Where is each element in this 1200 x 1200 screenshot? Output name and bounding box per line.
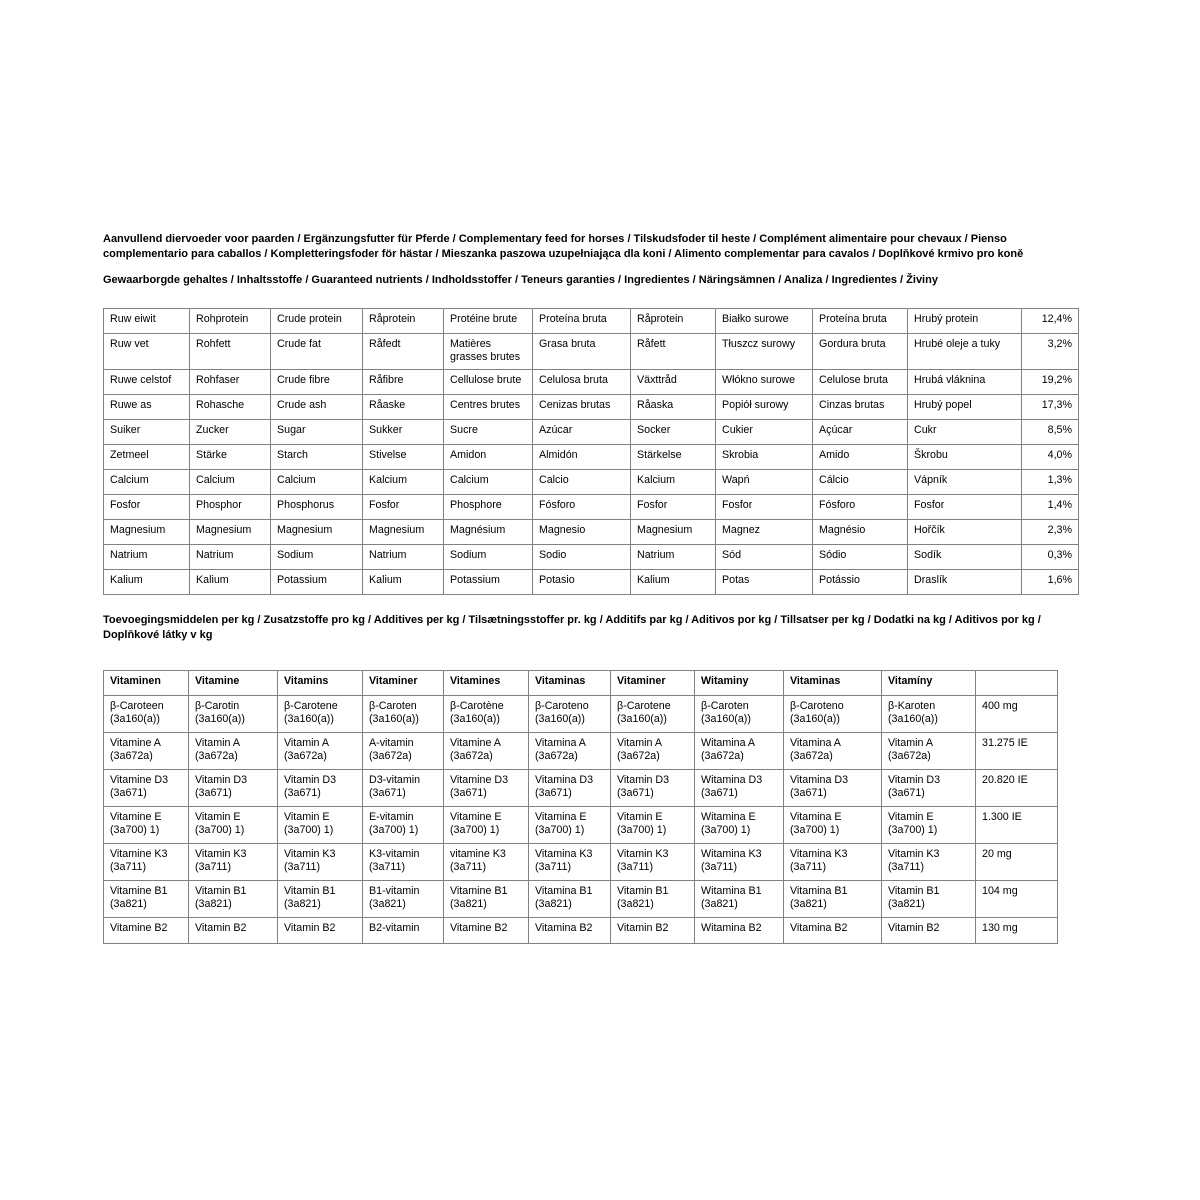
- nutrients-table-body: [104, 309, 1079, 595]
- table-cell: Starch: [271, 445, 363, 470]
- table-cell: Vitamin A (3a672a): [611, 733, 695, 770]
- table-cell: β-Carotene (3a160(a)): [611, 696, 695, 733]
- table-cell: Sodium: [444, 545, 533, 570]
- table-cell: Växttråd: [631, 370, 716, 395]
- table-cell: Stivelse: [363, 445, 444, 470]
- table-cell: Kalium: [190, 570, 271, 595]
- table-cell: Sukker: [363, 420, 444, 445]
- table-cell: Wapń: [716, 470, 813, 495]
- guaranteed-nutrients-heading: Gewaarborgde gehaltes / Inhaltsstoffe / Guaranteed nutrients / Indholdsstoffer / Teneurs garanties / Ingredientes / Näringsämnen / Analiza / Ingredientes / Živiny: [103, 274, 938, 286]
- table-cell: Stärke: [190, 445, 271, 470]
- guaranteed-nutrients-table: [103, 308, 1079, 595]
- table-cell: Białko surowe: [716, 309, 813, 334]
- table-cell: Vitamina B1 (3a821): [529, 881, 611, 918]
- table-cell: Vitamine A (3a672a): [444, 733, 529, 770]
- table-cell: Potassium: [444, 570, 533, 595]
- table-cell: Natrium: [631, 545, 716, 570]
- table-row: [104, 370, 1079, 395]
- table-cell: Vitamine B1 (3a821): [104, 881, 189, 918]
- value-cell: 20 mg: [976, 844, 1058, 881]
- table-cell: Draslík: [908, 570, 1022, 595]
- table-cell: Proteína bruta: [533, 309, 631, 334]
- table-cell: Sugar: [271, 420, 363, 445]
- table-cell: β-Karoten (3a160(a)): [882, 696, 976, 733]
- table-cell: Vitamina D3 (3a671): [529, 770, 611, 807]
- value-cell: 2,3%: [1022, 520, 1079, 545]
- table-cell: Vitamin K3 (3a711): [278, 844, 363, 881]
- table-cell: D3-vitamin (3a671): [363, 770, 444, 807]
- table-cell: Grasa bruta: [533, 334, 631, 370]
- table-cell: Witamina K3 (3a711): [695, 844, 784, 881]
- table-row: [104, 545, 1079, 570]
- table-cell: Vitamin D3 (3a671): [882, 770, 976, 807]
- table-cell: Hrubý popel: [908, 395, 1022, 420]
- column-header: Vitamins: [278, 671, 363, 696]
- value-cell: 0,3%: [1022, 545, 1079, 570]
- table-cell: Vitamin B1 (3a821): [278, 881, 363, 918]
- table-cell: Suiker: [104, 420, 190, 445]
- additives-per-kg-heading: Toevoegingsmiddelen per kg / Zusatzstoffe pro kg / Additives per kg / Tilsætningsstoffer pr. kg / Additifs par kg / Aditivos por kg / Tillsatser per kg / Dodatki na kg / Aditivos por kg / Doplňkové látky v kg: [103, 614, 1041, 641]
- table-row: [104, 807, 1058, 844]
- table-cell: Crude fibre: [271, 370, 363, 395]
- value-cell: 4,0%: [1022, 445, 1079, 470]
- table-cell: Potássio: [813, 570, 908, 595]
- table-cell: Vitamin K3 (3a711): [189, 844, 278, 881]
- table-cell: Potas: [716, 570, 813, 595]
- column-header: Vitamíny: [882, 671, 976, 696]
- table-cell: Škrobu: [908, 445, 1022, 470]
- vitamins-table-body: [104, 696, 1058, 944]
- table-cell: Vitamin B2: [189, 918, 278, 944]
- table-cell: Kalium: [363, 570, 444, 595]
- table-cell: Natrium: [104, 545, 190, 570]
- table-cell: Vitamin D3 (3a671): [611, 770, 695, 807]
- table-cell: Vitamin A (3a672a): [882, 733, 976, 770]
- table-row: [104, 520, 1079, 545]
- table-cell: Vitamin B2: [611, 918, 695, 944]
- value-cell: 19,2%: [1022, 370, 1079, 395]
- value-cell: 8,5%: [1022, 420, 1079, 445]
- table-cell: Calcium: [104, 470, 190, 495]
- value-cell: 104 mg: [976, 881, 1058, 918]
- table-cell: Vitamin B2: [278, 918, 363, 944]
- value-cell: 1,6%: [1022, 570, 1079, 595]
- table-cell: Phosphorus: [271, 495, 363, 520]
- table-cell: β-Carotène (3a160(a)): [444, 696, 529, 733]
- table-cell: Kalium: [104, 570, 190, 595]
- table-cell: Potasio: [533, 570, 631, 595]
- table-cell: Crude protein: [271, 309, 363, 334]
- table-cell: Rohfett: [190, 334, 271, 370]
- table-cell: Vitamine E (3a700) 1): [444, 807, 529, 844]
- table-cell: Vitamina E (3a700) 1): [784, 807, 882, 844]
- table-cell: Vitamina B1 (3a821): [784, 881, 882, 918]
- table-cell: Ruw eiwit: [104, 309, 190, 334]
- table-cell: Vitamina B2: [784, 918, 882, 944]
- table-cell: Kalium: [631, 570, 716, 595]
- table-cell: Cukier: [716, 420, 813, 445]
- value-cell: 31.275 IE: [976, 733, 1058, 770]
- table-cell: β-Caroteen (3a160(a)): [104, 696, 189, 733]
- table-cell: Vitamin A (3a672a): [189, 733, 278, 770]
- table-cell: Kalcium: [363, 470, 444, 495]
- table-cell: Włókno surowe: [716, 370, 813, 395]
- table-cell: Vitamin K3 (3a711): [611, 844, 695, 881]
- table-cell: Magnesium: [271, 520, 363, 545]
- table-row: [104, 696, 1058, 733]
- table-cell: Fosfor: [908, 495, 1022, 520]
- table-cell: Vitamin K3 (3a711): [882, 844, 976, 881]
- table-cell: Witamina A (3a672a): [695, 733, 784, 770]
- table-row: [104, 395, 1079, 420]
- table-cell: Råaske: [363, 395, 444, 420]
- vitamins-table-head: [104, 671, 1058, 696]
- column-header: Vitaminer: [611, 671, 695, 696]
- table-cell: Skrobia: [716, 445, 813, 470]
- table-cell: Natrium: [190, 545, 271, 570]
- table-cell: Vápník: [908, 470, 1022, 495]
- table-cell: Kalcium: [631, 470, 716, 495]
- table-cell: Calcium: [444, 470, 533, 495]
- table-cell: Hrubá vláknina: [908, 370, 1022, 395]
- table-cell: Vitamin E (3a700) 1): [189, 807, 278, 844]
- table-cell: Zetmeel: [104, 445, 190, 470]
- table-cell: Magnesium: [190, 520, 271, 545]
- value-cell: 17,3%: [1022, 395, 1079, 420]
- column-header: Vitaminas: [784, 671, 882, 696]
- table-cell: Celulose bruta: [813, 370, 908, 395]
- table-row: [104, 570, 1079, 595]
- table-cell: Sodík: [908, 545, 1022, 570]
- value-cell: 1.300 IE: [976, 807, 1058, 844]
- table-cell: Sodio: [533, 545, 631, 570]
- table-cell: Ruw vet: [104, 334, 190, 370]
- value-cell: 12,4%: [1022, 309, 1079, 334]
- value-cell: 1,4%: [1022, 495, 1079, 520]
- table-cell: Vitamin D3 (3a671): [278, 770, 363, 807]
- table-cell: Fosfor: [104, 495, 190, 520]
- table-cell: β-Caroteno (3a160(a)): [529, 696, 611, 733]
- table-cell: β-Carotin (3a160(a)): [189, 696, 278, 733]
- table-cell: Råaska: [631, 395, 716, 420]
- table-cell: β-Caroten (3a160(a)): [695, 696, 784, 733]
- table-cell: Calcium: [190, 470, 271, 495]
- column-header: Vitamines: [444, 671, 529, 696]
- table-cell: Magnesium: [104, 520, 190, 545]
- table-cell: β-Caroteno (3a160(a)): [784, 696, 882, 733]
- table-cell: Råprotein: [363, 309, 444, 334]
- table-cell: Natrium: [363, 545, 444, 570]
- column-header: Vitaminen: [104, 671, 189, 696]
- table-cell: Sucre: [444, 420, 533, 445]
- table-cell: Witamina B1 (3a821): [695, 881, 784, 918]
- table-cell: Calcium: [271, 470, 363, 495]
- table-cell: Vitamina K3 (3a711): [784, 844, 882, 881]
- table-cell: Amido: [813, 445, 908, 470]
- table-cell: Cálcio: [813, 470, 908, 495]
- table-row: [104, 445, 1079, 470]
- table-cell: Vitamine B2: [444, 918, 529, 944]
- table-cell: K3-vitamin (3a711): [363, 844, 444, 881]
- table-cell: Vitamina A (3a672a): [529, 733, 611, 770]
- value-cell: 1,3%: [1022, 470, 1079, 495]
- table-cell: Vitamine B1 (3a821): [444, 881, 529, 918]
- column-header: Witaminy: [695, 671, 784, 696]
- table-cell: Vitamina E (3a700) 1): [529, 807, 611, 844]
- table-cell: Vitamine B2: [104, 918, 189, 944]
- value-cell: 3,2%: [1022, 334, 1079, 370]
- table-cell: Calcio: [533, 470, 631, 495]
- table-cell: Sódio: [813, 545, 908, 570]
- table-cell: B1-vitamin (3a821): [363, 881, 444, 918]
- table-row: [104, 420, 1079, 445]
- table-cell: Vitamin E (3a700) 1): [882, 807, 976, 844]
- table-cell: Azúcar: [533, 420, 631, 445]
- table-cell: Vitamine D3 (3a671): [444, 770, 529, 807]
- table-cell: Zucker: [190, 420, 271, 445]
- table-cell: Rohasche: [190, 395, 271, 420]
- table-row: [104, 334, 1079, 370]
- header-row: [104, 671, 1058, 696]
- table-cell: Vitamine A (3a672a): [104, 733, 189, 770]
- table-cell: Fosfor: [631, 495, 716, 520]
- table-cell: Stärkelse: [631, 445, 716, 470]
- value-cell: [976, 671, 1058, 696]
- table-cell: Phosphore: [444, 495, 533, 520]
- table-cell: Ruwe as: [104, 395, 190, 420]
- table-cell: Witamina D3 (3a671): [695, 770, 784, 807]
- table-row: [104, 495, 1079, 520]
- table-cell: Hrubý protein: [908, 309, 1022, 334]
- table-cell: Witamina B2: [695, 918, 784, 944]
- product-type-heading: Aanvullend diervoeder voor paarden / Ergänzungsfutter für Pferde / Complementary feed for horses / Tilskudsfoder til heste / Complément alimentaire pour chevaux / Pienso complementario para caballos / Kompletteringsfoder för hästar / Mieszanka paszowa uzupełniająca dla koni / Alimento complementar para cavalos / Doplňkové krmivo pro koně: [103, 233, 1024, 260]
- table-cell: Vitamin B1 (3a821): [882, 881, 976, 918]
- table-cell: Witamina E (3a700) 1): [695, 807, 784, 844]
- table-cell: Magnesio: [533, 520, 631, 545]
- value-cell: 130 mg: [976, 918, 1058, 944]
- table-cell: β-Caroten (3a160(a)): [363, 696, 444, 733]
- table-cell: Råfett: [631, 334, 716, 370]
- table-cell: Vitamin B1 (3a821): [189, 881, 278, 918]
- table-cell: Phosphor: [190, 495, 271, 520]
- table-cell: Almidón: [533, 445, 631, 470]
- table-cell: Magnésium: [444, 520, 533, 545]
- table-cell: Cellulose brute: [444, 370, 533, 395]
- table-cell: Magnesium: [631, 520, 716, 545]
- column-header: Vitaminas: [529, 671, 611, 696]
- table-cell: Magnesium: [363, 520, 444, 545]
- table-cell: Amidon: [444, 445, 533, 470]
- table-cell: Potassium: [271, 570, 363, 595]
- table-row: [104, 309, 1079, 334]
- table-cell: Tłuszcz surowy: [716, 334, 813, 370]
- table-cell: B2-vitamin: [363, 918, 444, 944]
- table-cell: Açúcar: [813, 420, 908, 445]
- table-cell: Vitamina B2: [529, 918, 611, 944]
- table-cell: Vitamina K3 (3a711): [529, 844, 611, 881]
- value-cell: 20.820 IE: [976, 770, 1058, 807]
- table-row: [104, 918, 1058, 944]
- table-cell: Matières grasses brutes: [444, 334, 533, 370]
- table-cell: Vitamin B1 (3a821): [611, 881, 695, 918]
- table-cell: Celulosa bruta: [533, 370, 631, 395]
- table-row: [104, 733, 1058, 770]
- table-cell: Gordura bruta: [813, 334, 908, 370]
- table-row: [104, 881, 1058, 918]
- table-cell: Centres brutes: [444, 395, 533, 420]
- table-cell: Fosfor: [363, 495, 444, 520]
- table-cell: Vitamin E (3a700) 1): [611, 807, 695, 844]
- table-cell: Sodium: [271, 545, 363, 570]
- column-header: Vitamine: [189, 671, 278, 696]
- table-cell: Fosfor: [716, 495, 813, 520]
- table-cell: Vitamine D3 (3a671): [104, 770, 189, 807]
- table-cell: Hrubé oleje a tuky: [908, 334, 1022, 370]
- table-cell: A-vitamin (3a672a): [363, 733, 444, 770]
- table-cell: Råprotein: [631, 309, 716, 334]
- table-cell: Cenizas brutas: [533, 395, 631, 420]
- table-cell: Crude fat: [271, 334, 363, 370]
- vitamins-additives-table: [103, 670, 1058, 944]
- table-cell: Fósforo: [533, 495, 631, 520]
- table-cell: Vitamin B2: [882, 918, 976, 944]
- table-cell: β-Carotene (3a160(a)): [278, 696, 363, 733]
- table-cell: E-vitamin (3a700) 1): [363, 807, 444, 844]
- table-cell: Vitamina D3 (3a671): [784, 770, 882, 807]
- table-cell: Cukr: [908, 420, 1022, 445]
- table-cell: Rohprotein: [190, 309, 271, 334]
- column-header: Vitaminer: [363, 671, 444, 696]
- table-cell: Crude ash: [271, 395, 363, 420]
- table-cell: Rohfaser: [190, 370, 271, 395]
- table-cell: Popiół surowy: [716, 395, 813, 420]
- table-cell: Vitamine K3 (3a711): [104, 844, 189, 881]
- table-cell: Vitamina A (3a672a): [784, 733, 882, 770]
- table-cell: Protéine brute: [444, 309, 533, 334]
- table-cell: Cinzas brutas: [813, 395, 908, 420]
- table-cell: vitamine K3 (3a711): [444, 844, 529, 881]
- table-cell: Socker: [631, 420, 716, 445]
- table-cell: Ruwe celstof: [104, 370, 190, 395]
- table-cell: Vitamine E (3a700) 1): [104, 807, 189, 844]
- table-cell: Sód: [716, 545, 813, 570]
- table-cell: Vitamin A (3a672a): [278, 733, 363, 770]
- table-cell: Proteína bruta: [813, 309, 908, 334]
- table-cell: Hořčík: [908, 520, 1022, 545]
- table-row: [104, 844, 1058, 881]
- table-row: [104, 470, 1079, 495]
- table-cell: Fósforo: [813, 495, 908, 520]
- table-cell: Vitamin E (3a700) 1): [278, 807, 363, 844]
- value-cell: 400 mg: [976, 696, 1058, 733]
- table-cell: Magnésio: [813, 520, 908, 545]
- table-cell: Vitamin D3 (3a671): [189, 770, 278, 807]
- table-cell: Råfibre: [363, 370, 444, 395]
- table-cell: Magnez: [716, 520, 813, 545]
- table-row: [104, 770, 1058, 807]
- table-cell: Råfedt: [363, 334, 444, 370]
